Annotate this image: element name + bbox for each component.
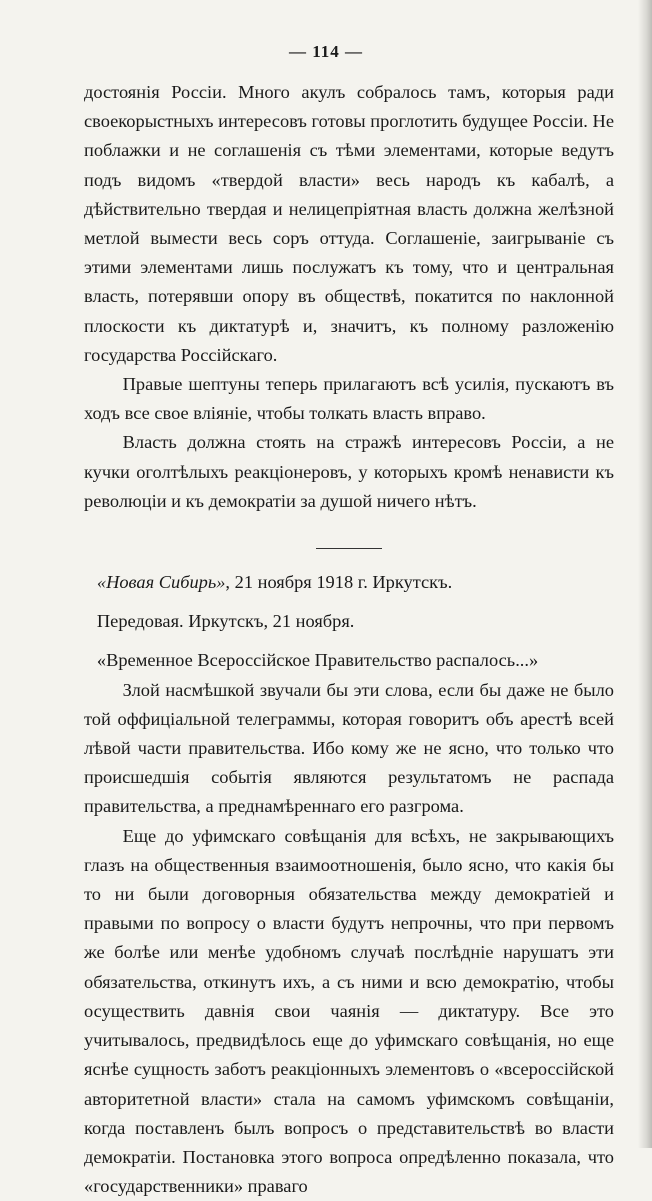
paragraph-mockery: Злой насмѣшкой звучали бы эти слова, если бы даже не было той оффиціальной телеграммы, которая говоритъ объ арестѣ всей лѣвой части правительства. Ибо кому же не ясно, что только что происшедшія событія являются результатомъ не распада правительства, а преднамѣреннаго его разгрома. [84, 679, 614, 817]
paragraph-continuation: достоянія Россіи. Много акулъ собралось тамъ, которыя ради своекорыстныхъ интересовъ готовы проглотить будущее Россіи. Не поблажки и не соглашенія съ тѣми элементами, которые ведутъ подъ видомъ «твердой власти» весь народъ къ кабалѣ, а дѣйствительно твердая и нелицепріятная власть должна желѣзной метлой вымести весь соръ оттуда. Соглашеніе, заигрываніе съ этими элементами лишь послужатъ къ тому, что и центральная власть, потерявши опору въ обществѣ, покатится по наклонной плоскости къ диктатурѣ и, значитъ, къ полному разложенію государства Россійскаго. [84, 82, 614, 365]
publication-name: «Новая Сибирь» [96, 572, 226, 593]
quote-line: «Временное Всероссійское Правительство распалось...» [96, 650, 539, 671]
source-line [84, 568, 614, 597]
page-edge-shadow [638, 0, 652, 1148]
page-body [84, 78, 614, 1201]
paragraph-right-whisperers: Правые шептуны теперь прилагаютъ всѣ усилія, пускаютъ въ ходъ все свое вліяніе, чтобы толкать власть вправо. [84, 374, 614, 424]
paragraph-ufa-conference: Еще до уфимскаго совѣщанія для всѣхъ, не закрывающихъ глазъ на общественныя взаимоотношенія, было ясно, что какія бы то ни были договорныя обязательства между демократіей и правыми по вопросу о власти будутъ непрочны, что при первомъ же болѣе или менѣе удобномъ случаѣ послѣдніе нарушатъ эти обязательства, откинутъ ихъ, а съ ними и всю демократію, чтобы осуществить давнія свои чаянія — диктатуру. Все это учитывалось, предвидѣлось еще до уфимскаго совѣщанія, но еще яснѣе сущность заботъ реакціонныхъ элементовъ о «всероссійской авторитетной власти» стала на самомъ уфимскомъ совѣщаніи, когда поставленъ былъ вопросъ о представительствѣ во власти демократіи. Постановка этого вопроса опредѣленно показала, что «государственники» праваго [84, 825, 614, 1197]
paragraph-power-guard: Власть должна стоять на стражѣ интересовъ Россіи, а не кучки оголтѣлыхъ реакціонеровъ, у которыхъ кромѣ ненависти къ революціи и къ демократіи за душой ничего нѣтъ. [84, 432, 614, 511]
page-number: — 114 — [288, 42, 364, 61]
article-subheading: Передовая. Иркутскъ, 21 ноября. [96, 611, 355, 632]
section-divider [316, 548, 382, 549]
publication-details: , 21 ноября 1918 г. Иркутскъ. [225, 572, 453, 593]
